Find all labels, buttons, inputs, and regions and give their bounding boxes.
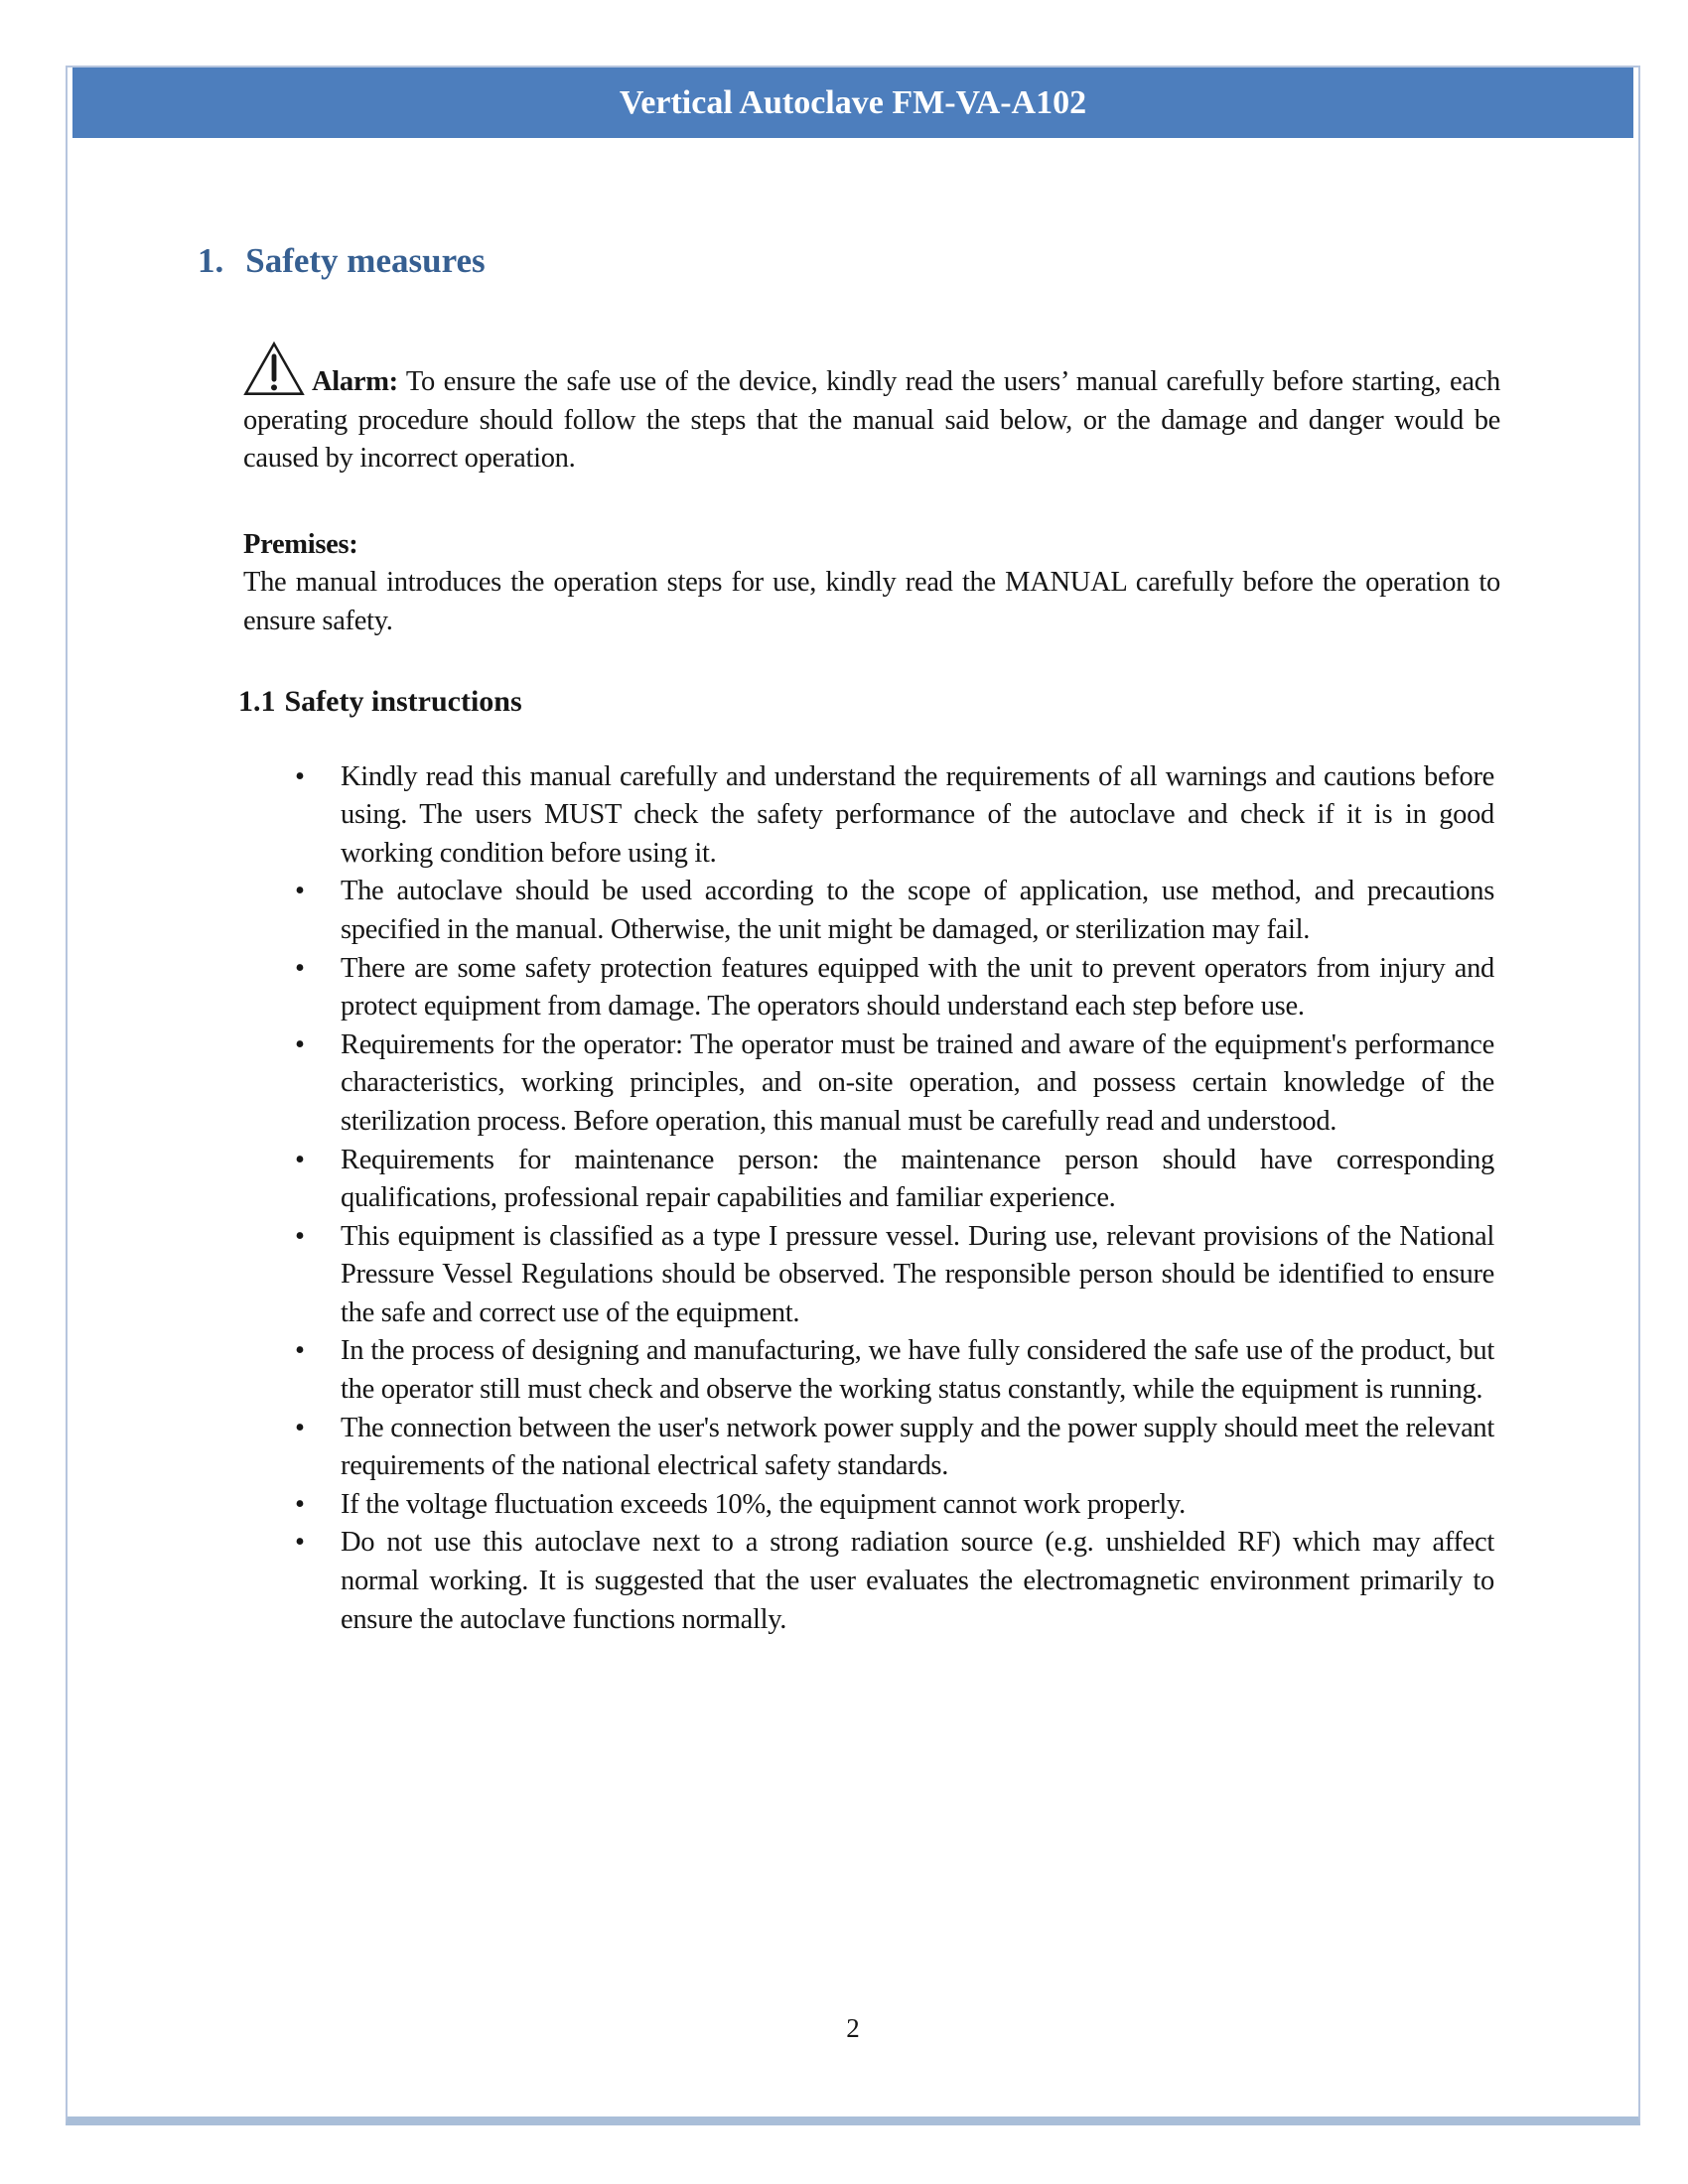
list-item-text: This equipment is classified as a type I pressure vessel. During use, relevant provisions of the National Pressure Vessel Regulations should be observed. The responsible person should be identified to ensure the safe and correct use of the equipment. [341,1220,1494,1328]
premises-text: The manual introduces the operation steps for use, kindly read the MANUAL carefully before the operation to ensure safety. [243,567,1500,636]
warning-triangle-icon [243,341,305,397]
bullet-marker: • [295,760,305,792]
list-item-text: The connection between the user's network power supply and the power supply should meet the relevant requirements of the national electrical safety standards. [341,1412,1494,1482]
list-item-text: Requirements for maintenance person: the maintenance person should have corresponding qualifications, professional repair capabilities and familiar experience. [341,1144,1494,1214]
subsection-number: 1.1 [238,684,276,718]
list-item-text: There are some safety protection features equipped with the unit to prevent operators from injury and protect equipment from damage. The operators should understand each step before use. [341,952,1494,1023]
list-item-text: The autoclave should be used according to the scope of application, use method, and precautions specified in the manual. Otherwise, the unit might be damaged, or sterilization may fail. [341,876,1494,945]
premises-block [243,526,1500,641]
bullet-marker: • [295,876,305,907]
list-item-text: Requirements for the operator: The operator must be trained and aware of the equipment's performance characteristics, working principles, and on-site operation, and possess certain knowledge of the sterilization process. Before operation, this manual must be carefully read and understood. [341,1028,1494,1137]
bullet-marker: • [295,1488,305,1520]
document-title: Vertical Autoclave FM-VA-A102 [619,83,1087,121]
bullet-marker: • [295,1220,305,1252]
bullet-marker: • [295,1412,305,1443]
list-item [295,758,1494,874]
list-item [295,1026,1494,1142]
list-item-text: In the process of designing and manufacturing, we have fully considered the safe use of the product, but the operator still must check and observe the working status constantly, while the equipment is running. [341,1335,1494,1406]
section-title: Safety measures [245,241,486,280]
bullet-marker: • [295,1335,305,1367]
subsection-heading [238,683,1638,721]
bullet-marker: • [295,1527,305,1559]
bullet-marker: • [295,1028,305,1060]
subsection-title: Safety instructions [284,684,522,718]
list-item [295,1142,1494,1218]
alarm-text: To ensure the safe use of the device, kindly read the users’ manual carefully before starting, each operating procedure should follow the steps that the manual said below, or the damage and danger would be caused by incorrect operation. [243,366,1500,475]
bullet-marker: • [295,1144,305,1175]
list-item [295,950,1494,1026]
list-item [295,873,1494,949]
alarm-paragraph [243,341,1500,478]
list-item [295,1410,1494,1486]
list-item-text: If the voltage fluctuation exceeds 10%, the equipment cannot work properly. [341,1488,1186,1520]
list-item [295,1218,1494,1333]
section-number: 1. [198,241,224,280]
document-header [72,68,1633,138]
page-border [66,66,1640,2125]
section-heading [198,239,1638,283]
alarm-label: Alarm: [312,366,398,397]
list-item-text: Kindly read this manual carefully and understand the requirements of all warnings and cautions before using. The users MUST check the safety performance of the autoclave and check if it is in good working condition before using it. [341,760,1494,869]
safety-instructions-list [295,758,1494,1640]
list-item [295,1524,1494,1639]
list-item-text: Do not use this autoclave next to a strong radiation source (e.g. unshielded RF) which may affect normal working. It is suggested that the user evaluates the electromagnetic environment primarily to ensure the autoclave functions normally. [341,1527,1494,1635]
bullet-marker: • [295,952,305,984]
list-item [295,1486,1494,1525]
premises-label: Premises: [243,528,358,560]
page-number: 2 [846,2013,860,2043]
list-item [295,1332,1494,1409]
